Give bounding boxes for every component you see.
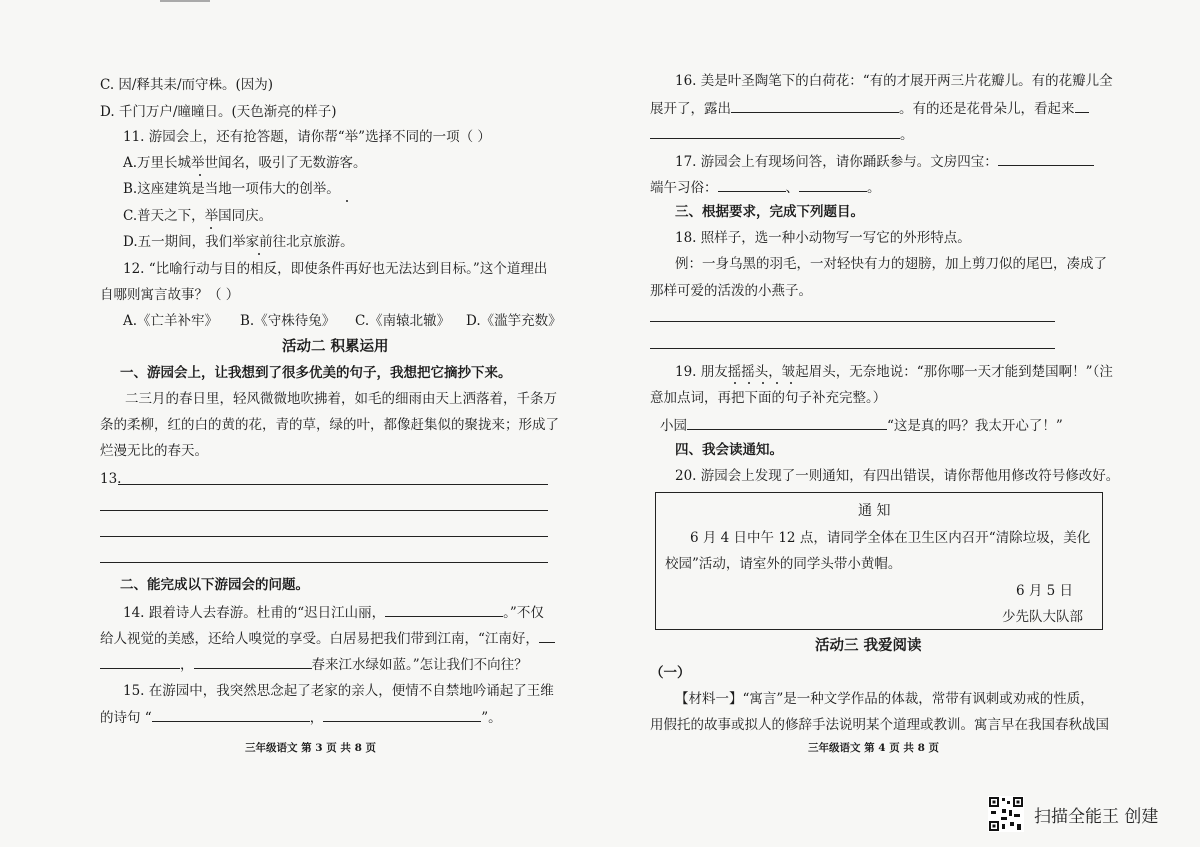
blank-field[interactable] (687, 415, 887, 430)
qr-code-icon (988, 796, 1024, 832)
blank-field[interactable] (385, 602, 503, 617)
q12-option-a: A.《亡羊补牢》 (123, 313, 219, 329)
question-11: 11. 游园会上，还有抢答题，请你帮“举”选择不同的一项（ ） (123, 129, 491, 145)
emphasis-dot (199, 174, 201, 176)
emphasis-dot (210, 227, 212, 229)
blank-field[interactable] (731, 98, 899, 113)
q12-option-c: C.《南辕北辙》 (355, 313, 451, 329)
blank-field[interactable] (998, 151, 1094, 166)
question-19-line2: 意加点词，再把下面的句子补充完整。） (650, 390, 887, 406)
scanner-watermark (988, 796, 1188, 832)
option-c: C. 因/释其耒/而守株。(因为) (100, 77, 274, 93)
q11-option-a: A.万里长城举世闻名，吸引了无数游客。 (123, 155, 367, 171)
emphasis-dot (346, 200, 348, 202)
question-18: 18. 照样子，选一种小动物写一写它的外形特点。 (675, 230, 971, 246)
answer-line[interactable] (118, 484, 548, 485)
blank-field[interactable] (100, 654, 180, 669)
question-14-line3: ， 春来江水绿如蓝。”怎让我们不向往？ (100, 654, 528, 674)
page-footer: 三年级语文 第 4 页 共 8 页 (808, 742, 940, 754)
blank-field[interactable] (152, 707, 310, 722)
blank-field[interactable] (1075, 98, 1089, 113)
activity-3-heading: 活动三 我爱阅读 (815, 637, 922, 654)
blank-field[interactable] (323, 707, 481, 722)
page-footer: 三年级语文 第 3 页 共 8 页 (245, 742, 377, 754)
question-12-line1: 12. “比喻行动与目的相反，即使条件再好也无法达到目标。”这个道理出 (123, 261, 548, 277)
answer-line[interactable] (100, 562, 548, 563)
activity-2-heading: 活动二 积累运用 (282, 338, 389, 355)
answer-line[interactable] (650, 321, 1055, 322)
section-1-heading: 一、游园会上，让我想到了很多优美的句子，我想把它摘抄下来。 (120, 365, 512, 381)
question-15-line2: 的诗句 “ ， ”。 (100, 707, 502, 727)
answer-line[interactable] (650, 348, 1055, 349)
q11-option-d: D.五一期间，我们举家前往北京旅游。 (123, 234, 354, 250)
blank-field[interactable] (718, 177, 786, 192)
notice-body-line1: 6 月 4 日中午 12 点，请同学全体在卫生区内召开“清除垃圾，美化 (690, 530, 1091, 546)
q12-option-d: D.《滥竽充数》 (466, 313, 562, 329)
question-15-line1: 15. 在游园中，我突然思念起了老家的亲人，便情不自禁地吟诵起了王维 (123, 683, 554, 699)
question-17-line2: 端午习俗： 、 。 (650, 177, 881, 197)
emphasis-dot (790, 382, 792, 384)
blank-field[interactable] (539, 628, 555, 643)
watermark-text: 扫描全能王 创建 (1034, 807, 1159, 827)
emphasis-dot (776, 382, 778, 384)
question-13: 13. (100, 471, 122, 487)
blank-field[interactable] (799, 177, 867, 192)
example-line1: 例：一身乌黑的羽毛，一对轻快有力的翅膀，加上剪刀似的尾巴，凑成了 (675, 256, 1107, 272)
question-16-line1: 16. 美是叶圣陶笔下的白荷花：“有的才展开两三片花瓣儿。有的花瓣儿全 (675, 73, 1113, 89)
question-19-line1: 19. 朋友摇摇头，皱起眉头，无奈地说：“那你哪一天才能到楚国啊！”（注 (675, 364, 1113, 380)
notice-org: 少先队大队部 (1002, 609, 1083, 625)
option-d: D. 千门万户/曈曈日。(天色渐亮的样子) (100, 104, 337, 120)
material-1-line2: 用假托的故事或拟人的修辞手法说明某个道理或教训。寓言早在我国春秋战国 (650, 717, 1109, 733)
section-4-heading: 四、我会读通知。 (675, 442, 783, 458)
question-17-line1: 17. 游园会上有现场问答，请你踊跃参与。文房四宝： (675, 151, 1094, 171)
emphasis-dot (734, 382, 736, 384)
blank-field[interactable] (650, 124, 900, 139)
example-line2: 那样可爱的活泼的小燕子。 (650, 283, 812, 299)
q11-option-b: B.这座建筑是当地一项伟大的创举。 (123, 181, 340, 197)
question-20: 20. 游园会上发现了一则通知，有四出错误，请你帮他用修改符号修改好。 (675, 468, 1120, 484)
answer-line[interactable] (100, 510, 548, 511)
passage-line2: 条的柔柳，红的白的黄的花，青的草，绿的叶，都像赶集似的聚拢来；形成了 (100, 417, 559, 433)
section-3-heading: 三、根据要求，完成下列题目。 (675, 204, 864, 220)
question-16-line3: 。 (650, 124, 914, 144)
notice-body-line2: 校园”活动，请室外的同学头带小黄帽。 (665, 556, 902, 572)
material-1-line1: 【材料一】“寓言”是一种文学作品的体裁，常带有讽刺或劝戒的性质， (675, 691, 1094, 707)
part-1-label: （一） (650, 665, 691, 681)
emphasis-dot (762, 382, 764, 384)
q11-option-c: C.普天之下，举国同庆。 (123, 208, 273, 224)
q12-option-b: B.《守株待兔》 (240, 313, 336, 329)
blank-field[interactable] (194, 654, 312, 669)
answer-line[interactable] (100, 536, 548, 537)
question-19-line3: 小园 “这是真的吗？我太开心了！” (660, 415, 1063, 435)
emphasis-dot (748, 382, 750, 384)
passage-line3: 烂漫无比的春天。 (100, 443, 208, 459)
question-16-line2: 展开了，露出 。有的还是花骨朵儿，看起来 (650, 98, 1089, 118)
question-14-line1: 14. 跟着诗人去春游。杜甫的“迟日江山丽， 。”不仅 (123, 602, 544, 622)
question-12-line2: 自哪则寓言故事？（ ） (100, 287, 240, 303)
notice-date: 6 月 5 日 (1016, 583, 1074, 599)
emphasis-dot (258, 253, 260, 255)
notice-title: 通 知 (858, 503, 891, 519)
passage-line1: 二三月的春日里，轻风微微地吹拂着，如毛的细雨由天上洒落着，千条万 (125, 391, 557, 407)
question-14-line2: 给人视觉的美感，还给人嗅觉的享受。白居易把我们带到江南，“江南好， (100, 628, 555, 648)
section-2-heading: 二、能完成以下游园会的问题。 (120, 577, 309, 593)
